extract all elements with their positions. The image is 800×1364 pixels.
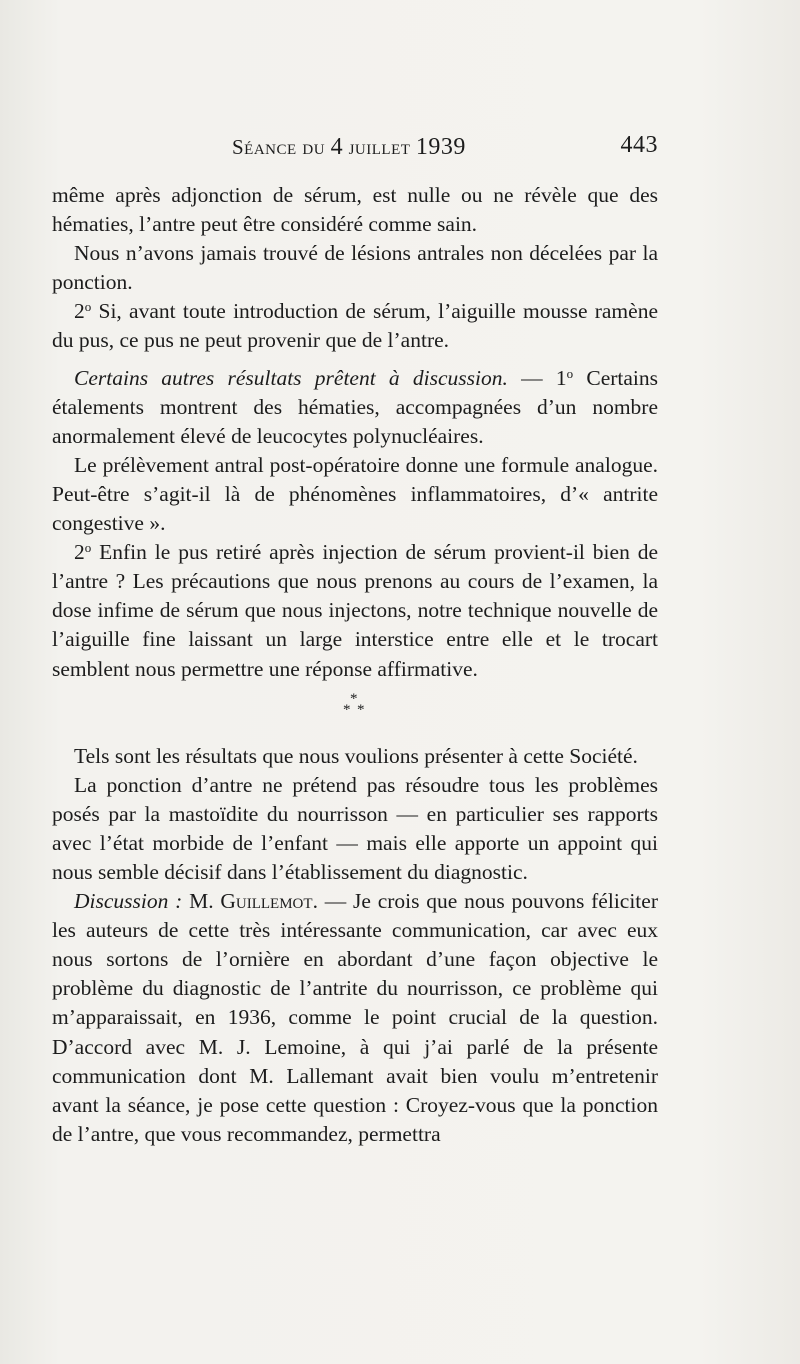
asterisk-left: * bbox=[343, 701, 351, 718]
paragraph-3 bbox=[52, 297, 658, 355]
item-number: 1 bbox=[555, 365, 567, 390]
discussion-label: Discussion : bbox=[74, 889, 183, 914]
running-head-day: 4 bbox=[330, 134, 344, 160]
item-number: 2 bbox=[74, 540, 85, 565]
speaker-name: Guillemot bbox=[220, 889, 313, 914]
page-number: 443 bbox=[620, 132, 658, 158]
paragraph-4-text: Certains étalements montrent des hématies, accompagnées d’un nombre anormalement élevé de leucocytes polynucléaires. bbox=[52, 365, 659, 448]
section-run-in-heading: Certains autres résultats prêtent à discussion. bbox=[74, 365, 508, 390]
paragraph-5: Le prélèvement antral post-opératoire donne une formule analogue. Peut-être s’agit-il là de phénomènes inflammatoires, d’« antrite congestive ». bbox=[52, 452, 658, 536]
paragraph-1: même après adjonction de sérum, est nulle ou ne révèle que des hématies, l’antre peut être considéré comme sain. bbox=[52, 183, 658, 237]
ordinal-mark: o bbox=[84, 540, 92, 556]
paragraph-7: Tels sont les résultats que nous voulions présenter à cette Société. bbox=[74, 743, 638, 768]
paragraph-4 bbox=[52, 364, 658, 451]
paragraph-8: La ponction d’antre ne prétend pas résoudre tous les problèmes posés par la mastoïdite du nourrisson — en particulier ses rapports avec l’état morbide de l’enfant — mais elle apporte un appoint qui nous semble décisif dans l’établissement du diagnostic. bbox=[52, 772, 658, 884]
running-head-prefix: Séance du bbox=[232, 135, 326, 159]
paragraph-2: Nous n’avons jamais trouvé de lésions antrales non décelées par la ponction. bbox=[52, 241, 658, 295]
ordinal-mark: o bbox=[84, 299, 92, 315]
paragraph-6 bbox=[52, 538, 658, 683]
em-dash: — bbox=[507, 365, 556, 390]
speaker-prefix: M. bbox=[182, 889, 221, 914]
asterisk-right: * bbox=[357, 701, 365, 718]
body-text bbox=[52, 181, 658, 1149]
item-number: 2 bbox=[74, 299, 85, 324]
asterisk-top: * bbox=[350, 690, 358, 707]
ordinal-mark: o bbox=[566, 365, 574, 381]
running-header bbox=[52, 132, 658, 162]
asterism-divider bbox=[52, 684, 658, 742]
running-head-year: 1939 bbox=[415, 134, 466, 160]
running-head-month: juillet bbox=[348, 135, 411, 159]
paragraph-9 bbox=[52, 887, 658, 1149]
paragraph-3-text: Si, avant toute introduction de sérum, l’aiguille mousse ramène du pus, ce pus ne peut provenir que de l’antre. bbox=[52, 299, 658, 353]
paragraph-6-text: Enfin le pus retiré après injection de sérum provient-il bien de l’antre ? Les précautions que nous prenons au cours de l’examen, la dose infime de sérum que nous injectons, notre technique nouvelle de l’aiguille fine laissant un large interstice entre elle et le trocart semblent nous permettre une réponse affirmative. bbox=[52, 540, 658, 681]
paragraph-9-text: . — Je crois que nous pouvons féliciter les auteurs de cette très intéressante communication, car avec eux nous sortons de l’ornière en abordant d’une façon objective le problème du diagnostic de l’antrite du nourrisson, ce problème qui m’apparaissait, en 1936, comme le point crucial de la question. D’accord avec M. J. Lemoine, à qui j’ai parlé de la présente communication dont M. Lallemant avait bien voulu m’entretenir avant la séance, je pose cette question : Croyez-vous que la ponction de l’antre, que vous recommandez, permettra bbox=[52, 889, 658, 1146]
running-head bbox=[232, 134, 466, 161]
